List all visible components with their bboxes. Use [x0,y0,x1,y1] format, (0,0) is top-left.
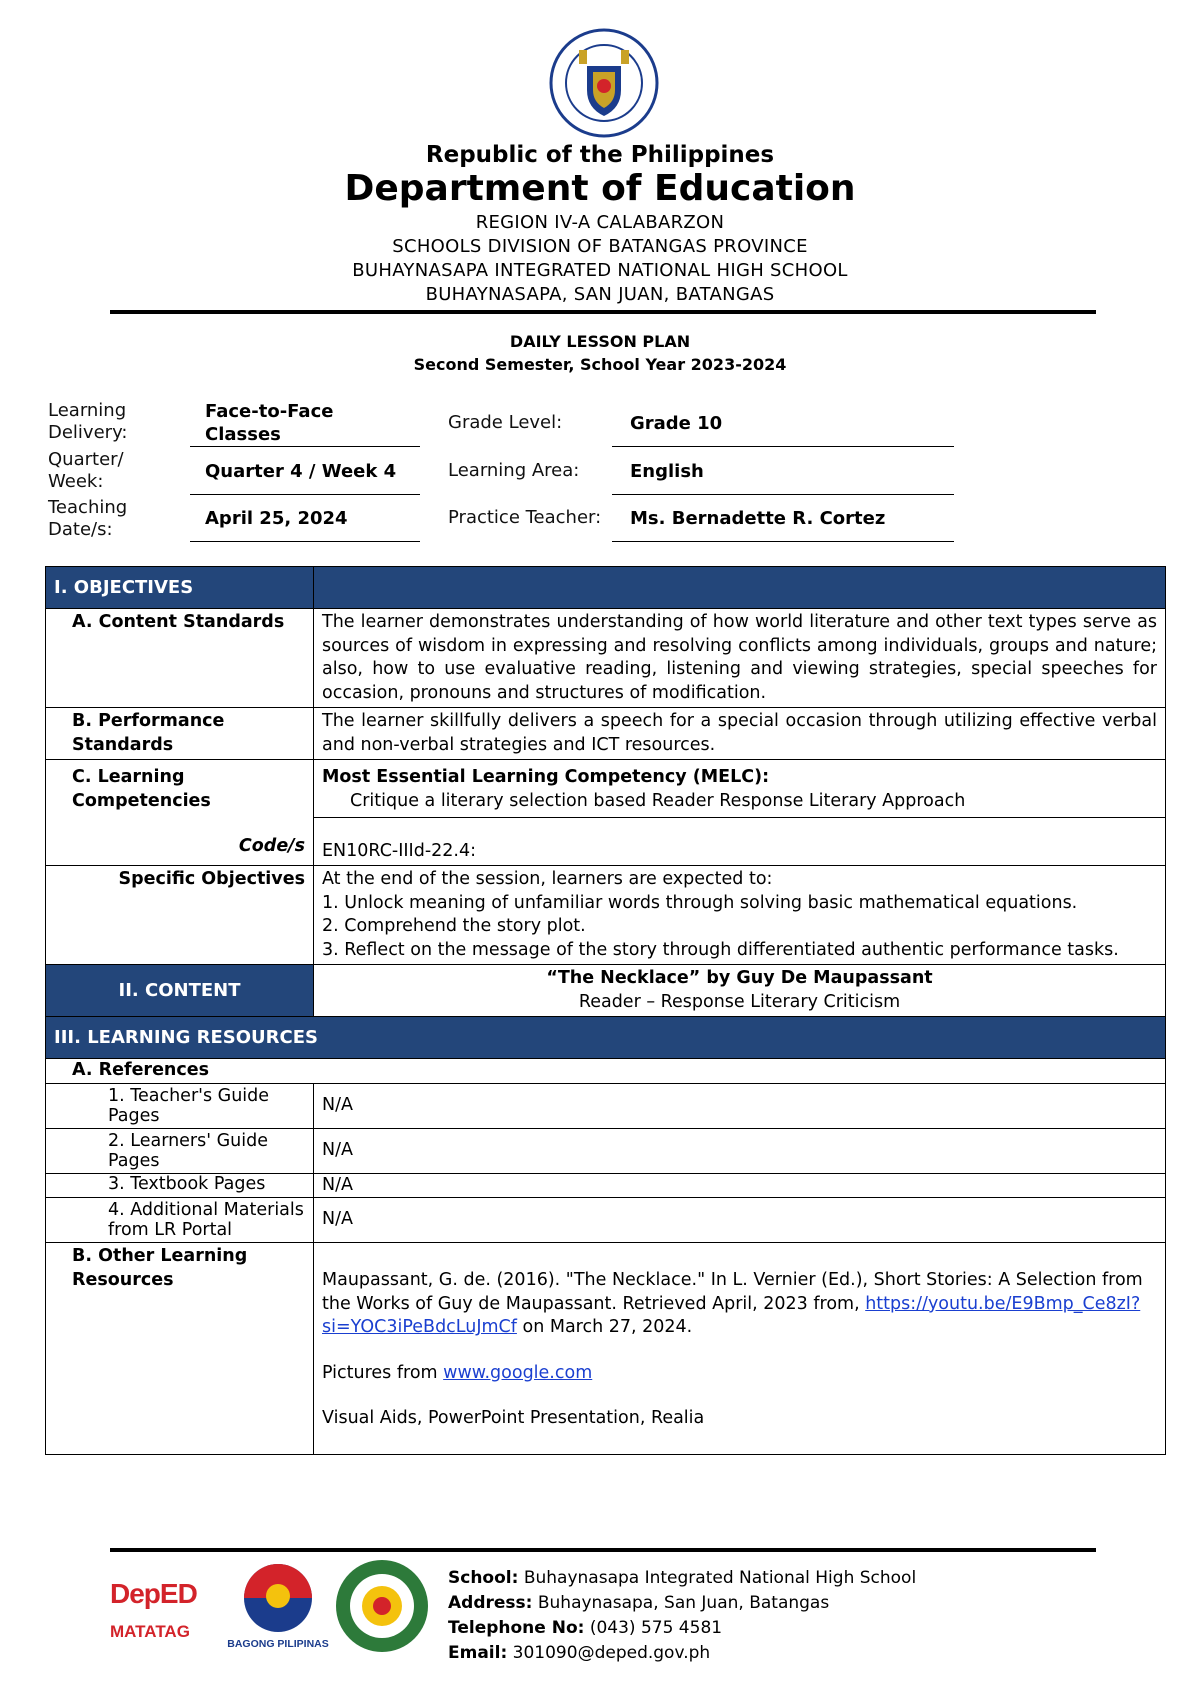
specific-item: 2. Comprehend the story plot. [322,916,586,936]
department-heading: Department of Education [344,168,856,209]
footer-address-value: Buhaynasapa, San Juan, Batangas [532,1593,830,1613]
area-label: Learning Area: [448,460,580,481]
specific-item: 1. Unlock meaning of unfamiliar words through solving basic mathematical equations. [322,892,1078,913]
footer-school-value: Buhaynasapa Integrated National High School [518,1568,917,1588]
pictures-prefix: Pictures from [322,1362,444,1383]
references-label: A. References [46,1059,1166,1084]
reference-label: 4. Additional Materials from LR Portal [46,1198,314,1243]
objectives-band [46,567,1166,609]
footer-address-line [448,1591,829,1616]
address-line: BUHAYNASAPA, SAN JUAN, BATANGAS [425,284,775,305]
footer-divider [110,1548,1096,1552]
performance-standards-label: B. Performance Standards [46,708,314,760]
citation-suffix: on March 27, 2024. [516,1317,693,1337]
quarter-value: Quarter 4 / Week 4 [205,461,397,482]
citation-link[interactable]: https://youtu.be/E9Bmp_Ce8zI?si=YOC3iPeBdcLuJmCf [322,1293,1141,1337]
delivery-label: Learning Delivery: [48,400,128,443]
reference-value: N/A [314,1198,1166,1243]
grade-label: Grade Level: [448,412,563,433]
objectives-heading: I. OBJECTIVES [46,567,314,609]
division-line: SCHOOLS DIVISION OF BATANGAS PROVINCE [392,236,808,257]
content-standards-text: The learner demonstrates understanding of how world literature and other text types serve as sources of wisdom in expressing and resolving conflicts among individuals, groups and nature; also, how to use evaluative reading, listening and viewing strategies, special speeches for occasion, pronouns and structures of modification. [314,609,1166,708]
reference-value: N/A [314,1128,1166,1173]
learning-competencies-cell [46,760,314,866]
performance-standards-text: The learner skillfully delivers a speech for a special occasion through utilizing effective verbal and non-verbal strategies and ICT resources. [314,708,1166,760]
learning-competencies-label: C. Learning Competencies [72,767,211,811]
footer-email-value: 301090@deped.gov.ph [507,1643,711,1663]
grade-value: Grade 10 [630,413,723,434]
doc-title: DAILY LESSON PLAN [509,332,691,351]
content-title: “The Necklace” by Guy De Maupassant [546,968,933,988]
reference-value: N/A [314,1083,1166,1128]
teacher-label: Practice Teacher: [448,507,602,528]
citation-text: Maupassant, G. de. (2016). "The Necklace." In L. Vernier (Ed.), Short Stories: A Selection from the Works of Guy de Maupassant. Retrieved April, 2023 from, [322,1270,1143,1314]
content-standards-label: A. Content Standards [46,609,314,708]
deped-matatag-logo [110,1572,214,1656]
reference-label: 1. Teacher's Guide Pages [46,1083,314,1128]
bagong-text: BAGONG PILIPINAS [227,1638,329,1650]
visual-aids-text: Visual Aids, PowerPoint Presentation, Realia [322,1408,705,1428]
other-resources-label: B. Other Learning Resources [46,1243,314,1455]
reference-label: 3. Textbook Pages [46,1173,314,1198]
bagong-pilipinas-emblem [226,1560,330,1634]
footer-school-line [448,1566,916,1591]
matatag-text: MATATAG [110,1622,190,1641]
teacher-value: Ms. Bernadette R. Cortez [630,508,886,529]
content-heading: II. CONTENT [46,965,314,1017]
school-line: BUHAYNASAPA INTEGRATED NATIONAL HIGH SCHOOL [352,260,848,281]
content-subtitle: Reader – Response Literary Criticism [578,991,901,1012]
resources-heading: III. LEARNING RESOURCES [46,1017,1166,1059]
specific-intro: At the end of the session, learners are expected to: [322,869,773,889]
region-line: REGION IV-A CALABARZON [475,212,725,233]
republic-heading: Republic of the Philippines [425,142,775,168]
footer-email-line [448,1641,710,1666]
footer-phone-label: Telephone No: [448,1618,585,1638]
specific-objectives-label: Specific Objectives [46,866,314,965]
footer-address-label: Address: [448,1593,533,1613]
deped-seal-logo [549,28,659,138]
code-value: EN10RC-IIId-22.4: [314,818,1166,866]
quarter-label: Quarter/ Week: [48,449,124,492]
footer-phone-line [448,1616,722,1641]
reference-label: 2. Learners' Guide Pages [46,1128,314,1173]
doc-subtitle: Second Semester, School Year 2023-2024 [413,355,787,374]
pictures-link[interactable]: www.google.com [443,1362,593,1383]
code-label: Code/s [238,836,305,856]
reference-value: N/A [314,1173,1166,1198]
date-value: April 25, 2024 [205,508,348,529]
delivery-value: Face-to-Face Classes [205,401,334,445]
specific-item: 3. Reflect on the message of the story through differentiated authentic performance tasks. [322,939,1119,960]
bagong-pilipinas-logo [226,1560,330,1660]
lesson-plan-table [45,566,1166,1455]
header-divider [110,310,1096,314]
school-seal-logo [334,1558,430,1654]
footer-phone-value: (043) 575 4581 [584,1618,723,1638]
area-value: English [630,461,704,482]
footer-email-label: Email: [448,1643,508,1663]
melc-label: Most Essential Learning Competency (MELC): [322,767,770,787]
footer-school-label: School: [448,1568,519,1588]
melc-text: Critique a literary selection based Reader Response Literary Approach [350,790,966,811]
deped-logo-text: DepED [110,1578,197,1609]
date-label: Teaching Date/s: [48,497,128,540]
